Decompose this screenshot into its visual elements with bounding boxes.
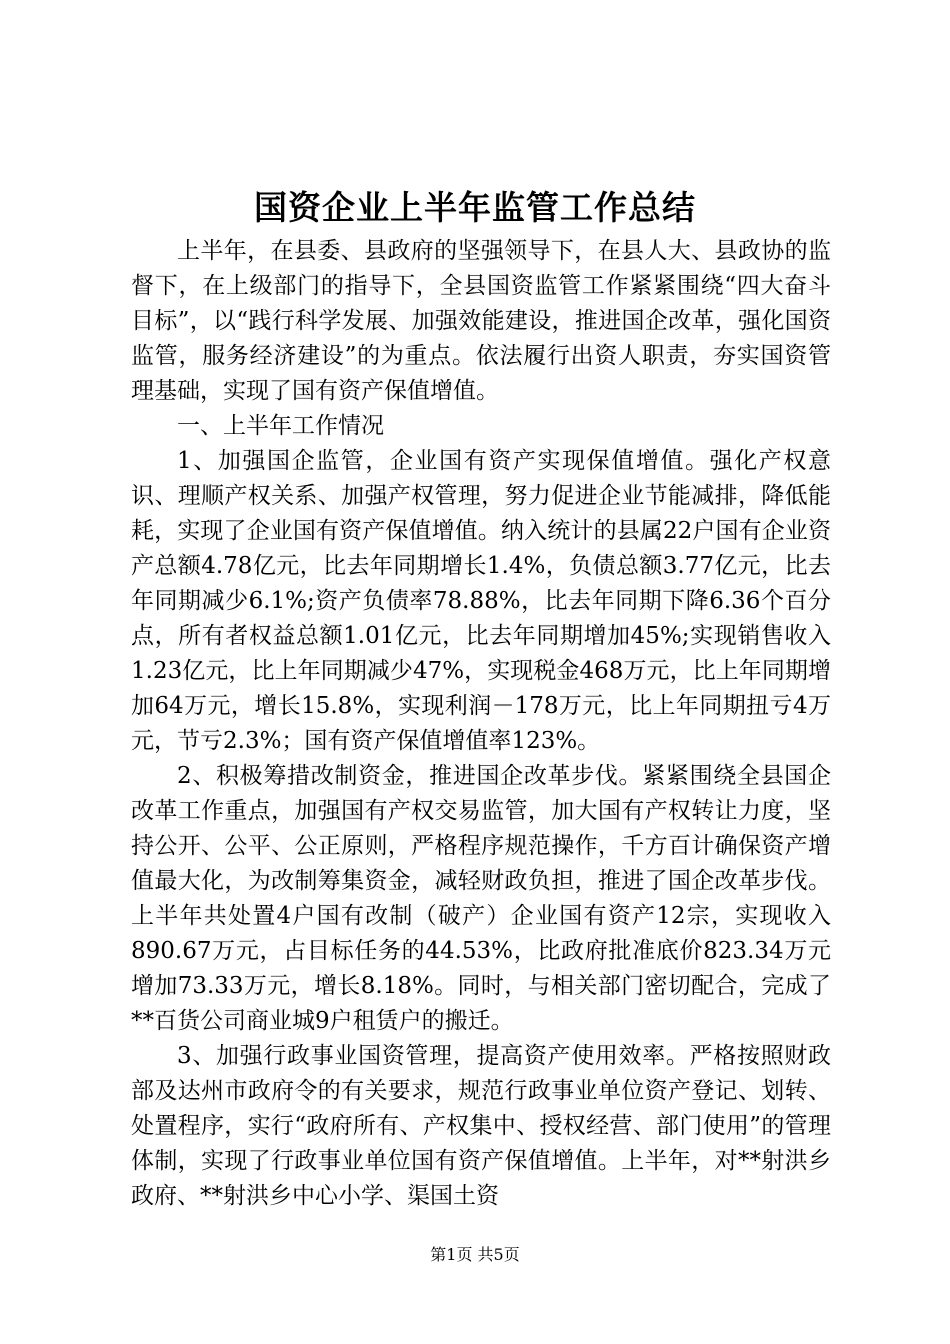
section-heading: 一、上半年工作情况 xyxy=(177,413,384,439)
item-3-paragraph: 3、加强行政事业国资管理，提高资产使用效率。严格按照财政部及达州市政府令的有关要求，规范行政事业单位资产登记、划转、处置程序，实行“政府所有、产权集中、授权经营、部门使用”的管理体制，实现了行政事业单位国有资产保值增值。上半年，对**射洪乡政府、**射洪乡中心小学、渠国土资 xyxy=(131,1043,831,1209)
page-footer: 第1页 共5页 xyxy=(430,1245,520,1264)
document-title: 国资企业上半年监管工作总结 xyxy=(254,188,696,227)
document-body xyxy=(131,234,831,1214)
item-2-paragraph: 2、积极筹措改制资金，推进国企改革步伐。紧紧围绕全县国企改革工作重点，加强国有产权交易监管，加大国有产权转让力度，坚持公开、公平、公正原则，严格程序规范操作，千方百计确保资产增值最大化，为改制筹集资金，减轻财政负担，推进了国企改革步伐。上半年共处置4户国有改制（破产）企业国有资产12宗，实现收入890.67万元，占目标任务的44.53%，比政府批准底价823.34万元增加73.33万元，增长8.18%。同时，与相关部门密切配合，完成了**百货公司商业城9户租赁户的搬迁。 xyxy=(131,763,831,1034)
intro-paragraph: 上半年，在县委、县政府的坚强领导下，在县人大、县政协的监督下，在上级部门的指导下，全县国资监管工作紧紧围绕“四大奋斗目标”，以“践行科学发展、加强效能建设，推进国企改革，强化国资监管，服务经济建设”的为重点。依法履行出资人职责，夯实国资管理基础，实现了国有资产保值增值。 xyxy=(131,238,831,404)
item-1-paragraph: 1、加强国企监管，企业国有资产实现保值增值。强化产权意识、理顺产权关系、加强产权管理，努力促进企业节能减排，降低能耗，实现了企业国有资产保值增值。纳入统计的县属22户国有企业资产总额4.78亿元，比去年同期增长1.4%，负债总额3.77亿元，比去年同期减少6.1%;资产负债率78.88%，比去年同期下降6.36个百分点，所有者权益总额1.01亿元，比去年同期增加45%;实现销售收入1.23亿元，比上年同期减少47%，实现税金468万元，比上年同期增加64万元，增长15.8%，实现利润－178万元，比上年同期扭亏4万元，节亏2.3%；国有资产保值增值率123%。 xyxy=(131,448,831,754)
